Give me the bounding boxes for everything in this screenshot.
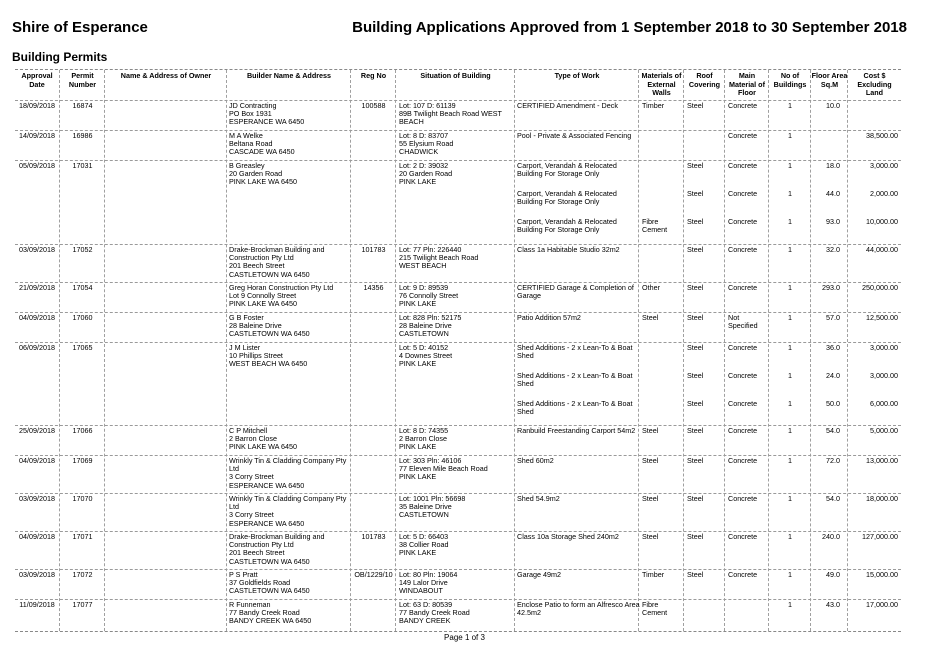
row-separator [15,531,901,532]
floor-material-cell: Concrete [728,283,758,292]
no-of-buildings-cell: 1 [788,343,792,352]
cost-cell: 12,500.00 [866,313,898,322]
type-of-work-cell: CERTIFIED Garage & Completion of Garage [517,283,634,301]
floor-material-cell: Concrete [728,217,758,226]
cost-cell: 250,000.00 [862,283,898,292]
reg-no-cell: 101783 [361,532,386,541]
column-divider [514,70,515,631]
no-of-buildings-cell: 1 [788,101,792,110]
cost-cell: 3,000.00 [870,371,898,380]
cost-cell: 44,000.00 [866,245,898,254]
approval-date-cell: 21/09/2018 [19,283,55,292]
type-of-work-cell: Carport, Verandah & Relocated Building For Storage Only [517,161,617,179]
approval-date-cell: 25/09/2018 [19,426,55,435]
row-separator [15,425,901,426]
situation-cell: Lot: 303 Pln: 46106 77 Eleven Mile Beach Road PINK LAKE [399,456,488,482]
floor-material-cell: Concrete [728,161,758,170]
no-of-buildings-cell: 1 [788,217,792,226]
approval-date-cell: 04/09/2018 [19,456,55,465]
external-walls-cell: Steel [642,426,659,435]
section-title: Building Permits [12,50,108,64]
roof-covering-cell: Steel [687,456,704,465]
roof-covering-cell: Steel [687,399,704,408]
builder-cell: Greg Horan Construction Pty Ltd Lot 9 Connolly Street PINK LAKE WA 6450 [229,283,334,309]
roof-covering-cell: Steel [687,570,704,579]
situation-cell: Lot: 9 D: 89539 76 Connolly Street PINK LAKE [399,283,459,309]
permit-number-cell: 17077 [72,600,93,609]
floor-area-cell: 32.0 [826,245,840,254]
no-of-buildings-cell: 1 [788,456,792,465]
approval-date-cell: 06/09/2018 [19,343,55,352]
floor-area-cell: 44.0 [826,189,840,198]
roof-covering-cell: Steel [687,101,704,110]
permit-number-cell: 17052 [72,245,93,254]
roof-covering-cell: Steel [687,532,704,541]
cost-cell: 6,000.00 [870,399,898,408]
situation-cell: Lot: 8 D: 74355 2 Barron Close PINK LAKE [399,426,449,452]
cost-cell: 2,000.00 [870,189,898,198]
approval-date-cell: 11/09/2018 [19,600,55,609]
builder-cell: P S Pratt 37 Goldfields Road CASTLETOWN WA 6450 [229,570,310,596]
permit-number-cell: 17031 [72,161,93,170]
roof-covering-cell: Steel [687,283,704,292]
approval-date-cell: 18/09/2018 [19,101,55,110]
organisation-title: Shire of Esperance [12,19,148,36]
floor-area-cell: 293.0 [822,283,840,292]
floor-material-cell: Concrete [728,399,758,408]
cost-cell: 10,000.00 [866,217,898,226]
external-walls-cell: Steel [642,532,659,541]
situation-cell: Lot: 2 D: 39032 20 Garden Road PINK LAKE [399,161,453,187]
floor-area-cell: 93.0 [826,217,840,226]
roof-covering-cell: Steel [687,189,704,198]
permit-number-cell: 17069 [72,456,93,465]
roof-covering-cell: Steel [687,371,704,380]
builder-cell: Drake-Brockman Building and Construction Pty Ltd 201 Beech Street CASTLETOWN WA 6450 [229,532,325,566]
column-header-type-of-work: Type of Work [554,71,600,80]
column-divider [638,70,639,631]
floor-material-cell: Concrete [728,101,758,110]
type-of-work-cell: Class 1a Habitable Studio 32m2 [517,245,620,254]
permit-number-cell: 17065 [72,343,93,352]
approval-date-cell: 03/09/2018 [19,245,55,254]
floor-area-cell: 57.0 [826,313,840,322]
permit-number-cell: 17071 [72,532,93,541]
external-walls-cell: Other [642,283,660,292]
column-divider [683,70,684,631]
permit-number-cell: 16874 [72,101,93,110]
situation-cell: Lot: 828 Pln: 52175 28 Baleine Drive CASTLETOWN [399,313,462,339]
type-of-work-cell: Shed Additions - 2 x Lean-To & Boat Shed [517,399,633,417]
roof-covering-cell: Steel [687,343,704,352]
column-divider [350,70,351,631]
approval-date-cell: 03/09/2018 [19,494,55,503]
permit-number-cell: 17060 [72,313,93,322]
column-header-approval-date: Approval Date [21,71,53,89]
builder-cell: M A Welke Beltana Road CASCADE WA 6450 [229,131,295,157]
table-bottom-rule [15,631,901,632]
no-of-buildings-cell: 1 [788,399,792,408]
type-of-work-cell: Shed Additions - 2 x Lean-To & Boat Shed [517,371,633,389]
floor-material-cell: Concrete [728,456,758,465]
floor-area-cell: 18.0 [826,161,840,170]
approval-date-cell: 14/09/2018 [19,131,55,140]
situation-cell: Lot: 8 D: 83707 55 Elysium Road CHADWICK [399,131,454,157]
no-of-buildings-cell: 1 [788,313,792,322]
builder-cell: G B Foster 28 Baleine Drive CASTLETOWN WA 6450 [229,313,310,339]
column-header-builder: Builder Name & Address [246,71,331,80]
roof-covering-cell: Steel [687,426,704,435]
type-of-work-cell: Ranbuild Freestanding Carport 54m2 [517,426,636,435]
column-header-external-walls: Materials of External Walls [641,71,682,98]
no-of-buildings-cell: 1 [788,245,792,254]
floor-area-cell: 54.0 [826,426,840,435]
column-divider [724,70,725,631]
permit-number-cell: 17070 [72,494,93,503]
roof-covering-cell: Steel [687,217,704,226]
reg-no-cell: 101783 [361,245,386,254]
approval-date-cell: 03/09/2018 [19,570,55,579]
permit-number-cell: 17072 [72,570,93,579]
floor-material-cell: Concrete [728,494,758,503]
no-of-buildings-cell: 1 [788,426,792,435]
column-divider [226,70,227,631]
permit-number-cell: 17054 [72,283,93,292]
reg-no-cell: 14356 [363,283,384,292]
permit-number-cell: 16986 [72,131,93,140]
row-separator [15,342,901,343]
external-walls-cell: Steel [642,313,659,322]
external-walls-cell: Steel [642,456,659,465]
builder-cell: Wrinkly Tin & Cladding Company Pty Ltd 3 Corry Street ESPERANCE WA 6450 [229,494,347,528]
situation-cell: Lot: 77 Pln: 226440 215 Twilight Beach Road WEST BEACH [399,245,479,271]
floor-area-cell: 43.0 [826,600,840,609]
column-header-floor-area: Floor Area Sq.M [811,71,848,89]
row-separator [15,282,901,283]
floor-material-cell: Concrete [728,371,758,380]
floor-material-cell: Concrete [728,245,758,254]
no-of-buildings-cell: 1 [788,494,792,503]
builder-cell: R Funneman 77 Bandy Creek Road BANDY CREEK WA 6450 [229,600,312,626]
builder-cell: B Greasley 20 Garden Road PINK LAKE WA 6450 [229,161,298,187]
reg-no-cell: 100588 [361,101,386,110]
column-header-roof-covering: Roof Covering [688,71,721,89]
no-of-buildings-cell: 1 [788,371,792,380]
cost-cell: 3,000.00 [870,161,898,170]
row-separator [15,569,901,570]
row-separator [15,599,901,600]
external-walls-cell: Timber [642,101,665,110]
situation-cell: Lot: 5 D: 40152 4 Downes Street PINK LAKE [399,343,453,369]
column-header-no-of-buildings: No of Buildings [773,71,807,89]
no-of-buildings-cell: 1 [788,532,792,541]
permit-number-cell: 17066 [72,426,93,435]
external-walls-cell: Timber [642,570,665,579]
floor-area-cell: 240.0 [822,532,840,541]
builder-cell: Wrinkly Tin & Cladding Company Pty Ltd 3 Corry Street ESPERANCE WA 6450 [229,456,347,490]
approval-date-cell: 04/09/2018 [19,313,55,322]
type-of-work-cell: Pool - Private & Associated Fencing [517,131,632,140]
type-of-work-cell: CERTIFIED Amendment - Deck [517,101,618,110]
type-of-work-cell: Patio Addition 57m2 [517,313,581,322]
floor-area-cell: 36.0 [826,343,840,352]
no-of-buildings-cell: 1 [788,131,792,140]
cost-cell: 18,000.00 [866,494,898,503]
floor-material-cell: Concrete [728,426,758,435]
floor-area-cell: 10.0 [826,101,840,110]
no-of-buildings-cell: 1 [788,570,792,579]
roof-covering-cell: Steel [687,313,704,322]
type-of-work-cell: Garage 49m2 [517,570,561,579]
column-header-floor-material: Main Material of Floor [729,71,765,98]
cost-cell: 3,000.00 [870,343,898,352]
type-of-work-cell: Shed 60m2 [517,456,554,465]
row-separator [15,130,901,131]
external-walls-cell: Fibre Cement [642,600,668,618]
floor-material-cell: Concrete [728,189,758,198]
floor-area-cell: 24.0 [826,371,840,380]
column-header-situation: Situation of Building [420,71,491,80]
type-of-work-cell: Enclose Patio to form an Alfresco Area 42.5m2 [517,600,640,618]
floor-area-cell: 54.0 [826,494,840,503]
column-header-cost: Cost $ Excluding Land [857,71,892,98]
row-separator [15,100,901,101]
situation-cell: Lot: 5 D: 66403 38 Collier Road PINK LAKE [399,532,449,558]
column-header-reg-no: Reg No [360,71,387,80]
cost-cell: 17,000.00 [866,600,898,609]
page-number: Page 1 of 3 [444,633,485,642]
floor-area-cell: 49.0 [826,570,840,579]
no-of-buildings-cell: 1 [788,283,792,292]
cost-cell: 38,500.00 [866,131,898,140]
reg-no-cell: OB/1229/10 [354,570,393,579]
builder-cell: C P Mitchell 2 Barron Close PINK LAKE WA 6450 [229,426,298,452]
builder-cell: J M Lister 10 Phillips Street WEST BEACH WA 6450 [229,343,308,369]
column-header-owner: Name & Address of Owner [120,71,212,80]
builder-cell: Drake-Brockman Building and Construction Pty Ltd 201 Beech Street CASTLETOWN WA 6450 [229,245,325,279]
no-of-buildings-cell: 1 [788,189,792,198]
column-divider [395,70,396,631]
floor-area-cell: 72.0 [826,456,840,465]
floor-material-cell: Concrete [728,343,758,352]
external-walls-cell: Fibre Cement [642,217,668,235]
builder-cell: JD Contracting PO Box 1931 ESPERANCE WA 6450 [229,101,305,127]
no-of-buildings-cell: 1 [788,600,792,609]
roof-covering-cell: Steel [687,245,704,254]
type-of-work-cell: Carport, Verandah & Relocated Building For Storage Only [517,217,617,235]
report-title: Building Applications Approved from 1 September 2018 to 30 September 2018 [352,19,907,36]
floor-material-cell: Not Specified [728,313,758,331]
column-header-permit-number: Permit Number [68,71,97,89]
approval-date-cell: 05/09/2018 [19,161,55,170]
no-of-buildings-cell: 1 [788,161,792,170]
roof-covering-cell: Steel [687,494,704,503]
cost-cell: 127,000.00 [862,532,898,541]
situation-cell: Lot: 107 D: 61139 89B Twilight Beach Road WEST BEACH [399,101,502,127]
type-of-work-cell: Shed Additions - 2 x Lean-To & Boat Shed [517,343,633,361]
type-of-work-cell: Class 10a Storage Shed 240m2 [517,532,619,541]
floor-area-cell: 50.0 [826,399,840,408]
floor-material-cell: Concrete [728,570,758,579]
situation-cell: Lot: 80 Pln: 19064 149 Lalor Drive WINDABOUT [399,570,458,596]
situation-cell: Lot: 1001 Pln: 56698 35 Baleine Drive CASTLETOWN [399,494,466,520]
type-of-work-cell: Shed 54.9m2 [517,494,560,503]
cost-cell: 15,000.00 [866,570,898,579]
row-separator [15,160,901,161]
floor-material-cell: Concrete [728,131,758,140]
situation-cell: Lot: 63 D: 80539 77 Bandy Creek Road BANDY CREEK [399,600,470,626]
type-of-work-cell: Carport, Verandah & Relocated Building For Storage Only [517,189,617,207]
cost-cell: 13,000.00 [866,456,898,465]
cost-cell: 5,000.00 [870,426,898,435]
approval-date-cell: 04/09/2018 [19,532,55,541]
external-walls-cell: Steel [642,494,659,503]
floor-material-cell: Concrete [728,532,758,541]
roof-covering-cell: Steel [687,161,704,170]
